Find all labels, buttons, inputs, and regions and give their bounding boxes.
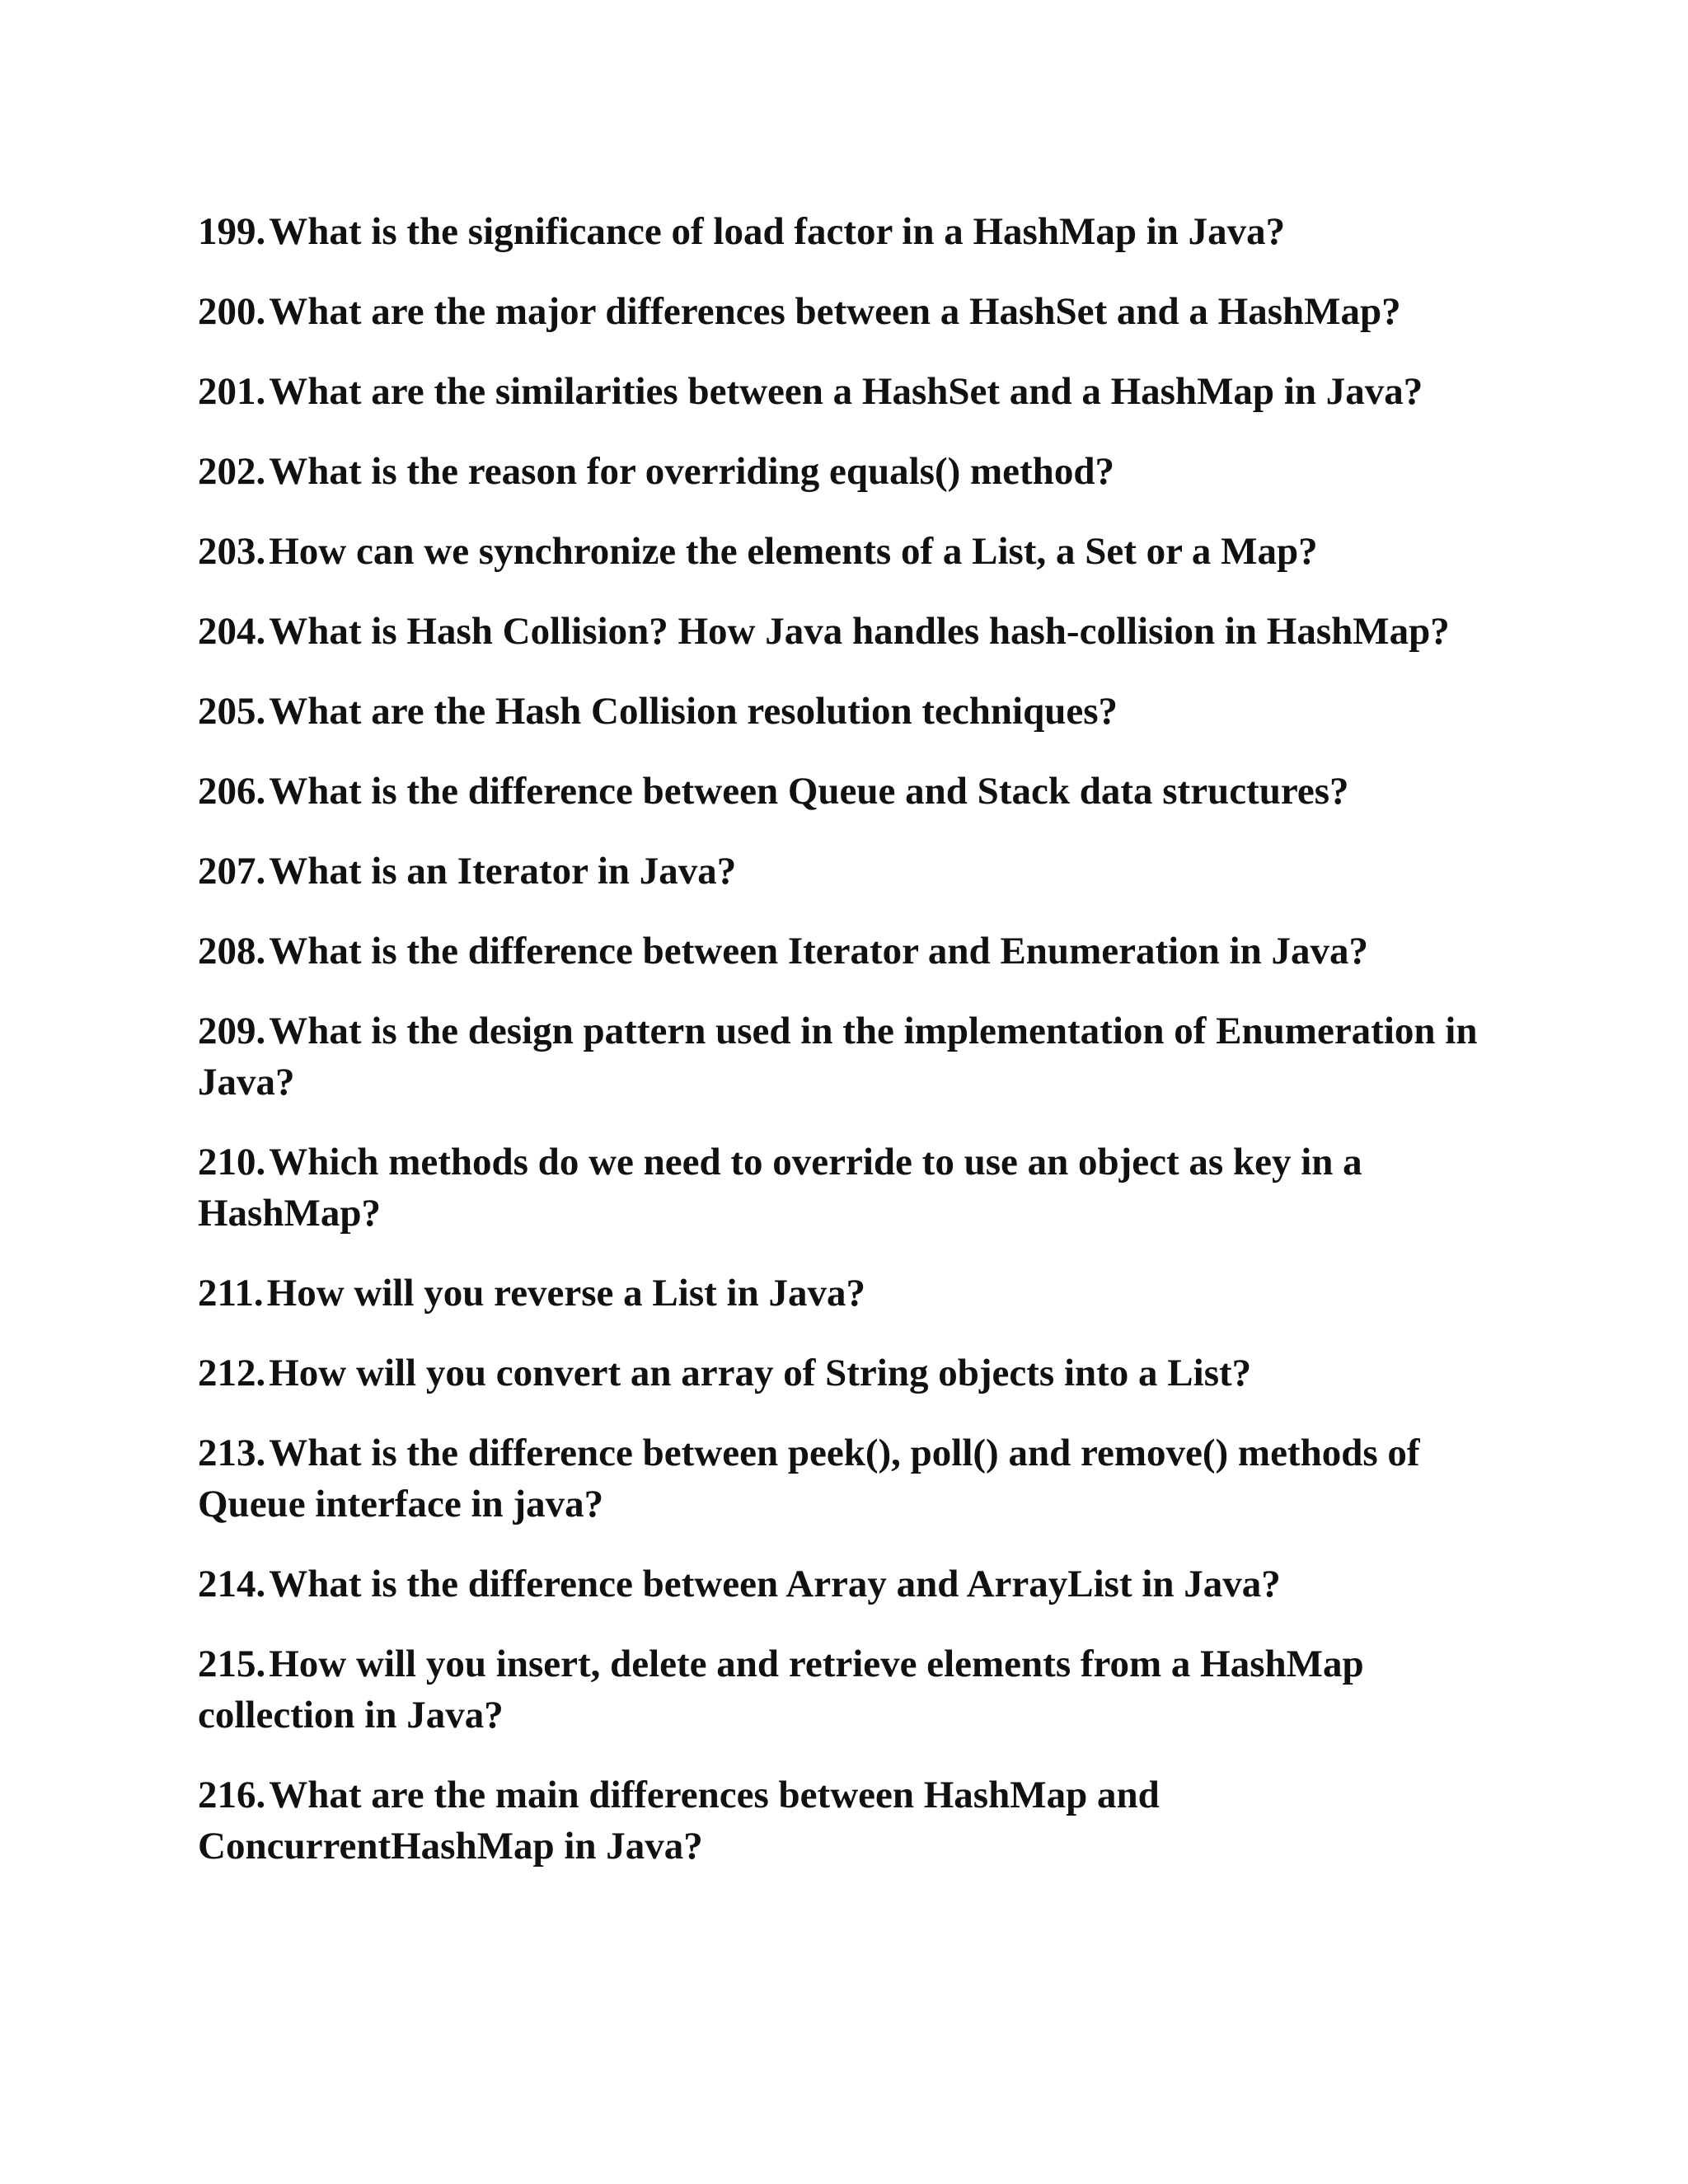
- question-text: What are the similarities between a HashSet and a HashMap in Java?: [269, 370, 1423, 413]
- question-item: [198, 526, 1500, 577]
- question-number: 209.: [198, 1010, 266, 1052]
- question-text: Which methods do we need to override to use an object as key in a HashMap?: [198, 1141, 1362, 1235]
- question-text: How can we synchronize the elements of a List, a Set or a Map?: [269, 530, 1318, 573]
- question-number: 210.: [198, 1141, 266, 1183]
- question-item: [198, 446, 1500, 497]
- question-text: What is an Iterator in Java?: [269, 850, 737, 893]
- question-number: 208.: [198, 930, 266, 972]
- question-item: [198, 206, 1500, 257]
- question-number: 213.: [198, 1432, 266, 1474]
- question-text: What is the difference between Array and ArrayList in Java?: [269, 1563, 1281, 1605]
- question-text: What are the major differences between a HashSet and a HashMap?: [269, 290, 1401, 333]
- question-number: 211.: [198, 1272, 264, 1315]
- question-item: [198, 766, 1500, 817]
- question-text: What are the main differences between HashMap and ConcurrentHashMap in Java?: [198, 1774, 1160, 1868]
- question-number: 205.: [198, 690, 266, 733]
- question-item: [198, 1347, 1500, 1399]
- question-number: 212.: [198, 1352, 266, 1394]
- question-text: How will you insert, delete and retrieve elements from a HashMap collection in Java?: [198, 1643, 1364, 1736]
- question-item: [198, 926, 1500, 977]
- question-text: What is the difference between Queue and Stack data structures?: [269, 770, 1349, 813]
- question-item: [198, 1558, 1500, 1610]
- question-item: [198, 1427, 1500, 1530]
- question-number: 204.: [198, 610, 266, 653]
- question-item: [198, 1137, 1500, 1239]
- question-number: 199.: [198, 210, 266, 253]
- question-text: What is the difference between peek(), poll() and remove() methods of Queue interface in java?: [198, 1432, 1420, 1526]
- question-number: 216.: [198, 1774, 266, 1816]
- question-number: 200.: [198, 290, 266, 333]
- question-item: [198, 1638, 1500, 1741]
- question-item: [198, 1769, 1500, 1872]
- question-item: [198, 1268, 1500, 1319]
- question-text: What is the design pattern used in the implementation of Enumeration in Java?: [198, 1010, 1478, 1104]
- question-number: 203.: [198, 530, 266, 573]
- question-item: [198, 366, 1500, 417]
- question-item: [198, 846, 1500, 897]
- question-item: [198, 286, 1500, 337]
- question-text: What is the significance of load factor in a HashMap in Java?: [269, 210, 1286, 253]
- question-item: [198, 686, 1500, 737]
- question-number: 207.: [198, 850, 266, 893]
- question-number: 214.: [198, 1563, 266, 1605]
- question-text: How will you convert an array of String objects into a List?: [269, 1352, 1252, 1394]
- question-item: [198, 606, 1500, 657]
- question-text: How will you reverse a List in Java?: [266, 1272, 865, 1315]
- question-number: 202.: [198, 450, 266, 493]
- question-text: What is the reason for overriding equals() method?: [269, 450, 1114, 493]
- question-number: 206.: [198, 770, 266, 813]
- question-item: [198, 1005, 1500, 1108]
- question-text: What are the Hash Collision resolution techniques?: [269, 690, 1118, 733]
- question-number: 201.: [198, 370, 266, 413]
- question-text: What is the difference between Iterator and Enumeration in Java?: [269, 930, 1368, 972]
- question-number: 215.: [198, 1643, 266, 1685]
- question-text: What is Hash Collision? How Java handles hash-collision in HashMap?: [269, 610, 1450, 653]
- question-list: [198, 206, 1500, 1900]
